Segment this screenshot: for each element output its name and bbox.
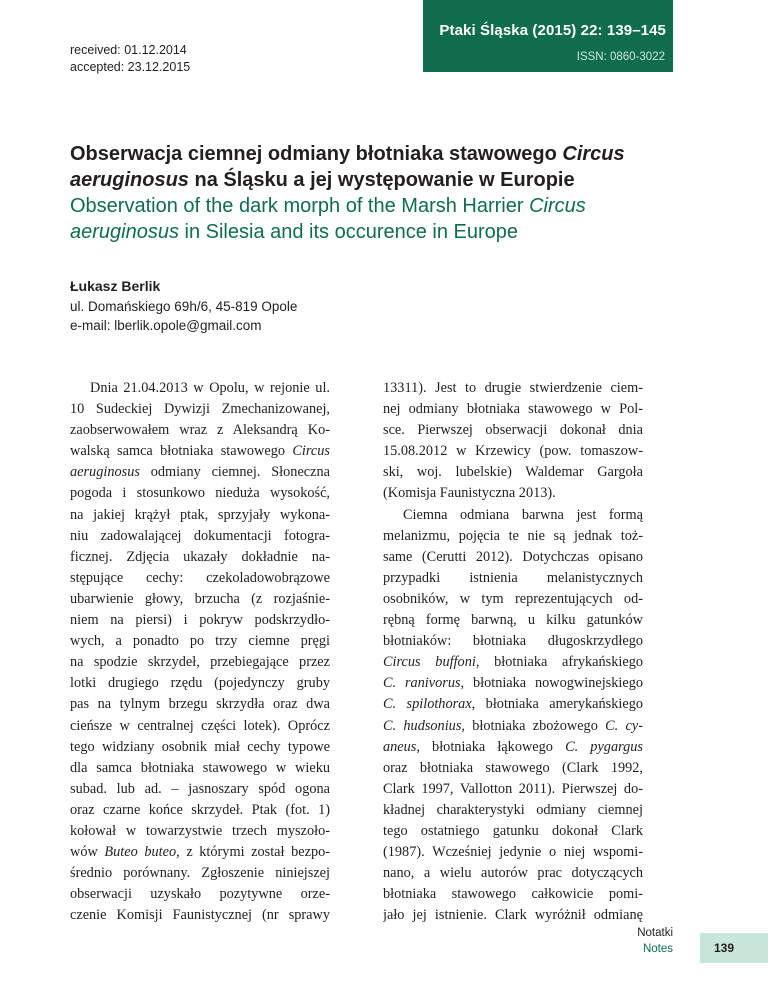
italic-text: C. cy- — [605, 717, 643, 734]
section-label — [637, 925, 673, 957]
text-run: wów — [70, 844, 105, 861]
text-line — [383, 821, 643, 842]
text-line — [70, 610, 330, 631]
text-run: przypadki istnienia melanistycznych — [383, 569, 643, 586]
text-run: , z którymi został bezpo- — [176, 844, 330, 861]
text-run: obserwacji uzyskało pozytywne orze- — [70, 886, 330, 903]
text-run: nej odmiany błotniaka stawowego w Pol- — [383, 401, 643, 418]
text-run: stępujące cechy: czekoladowobrązowe — [70, 569, 330, 586]
text-run: Dnia 21.04.2013 w Opolu, w rejonie ul. — [90, 380, 330, 396]
text-line — [70, 589, 330, 610]
italic-text: C. spilothorax — [383, 696, 472, 713]
text-line — [383, 462, 643, 483]
text-line — [70, 800, 330, 821]
text-run: pogoda i stosunkowo nieduża wysokość, — [70, 485, 330, 502]
accepted-date: accepted: 23.12.2015 — [70, 60, 191, 74]
text-run: 10 Sudeckiej Dywizji Zmechanizowanej, — [70, 401, 330, 418]
text-line — [383, 737, 643, 758]
text-line — [70, 779, 330, 800]
text-line — [383, 441, 643, 462]
text-line — [70, 842, 330, 863]
title-polish — [70, 141, 660, 193]
text-line — [383, 526, 643, 547]
text-run: rębną formę barwną, u kilku gatunków — [383, 612, 643, 629]
text-line — [383, 378, 643, 399]
text-run: Obserwacja ciemnej odmiany błotniaka stawowego — [70, 143, 563, 165]
text-line — [383, 547, 643, 568]
italic-text: Circus — [562, 143, 625, 165]
text-line — [383, 505, 643, 526]
text-line — [70, 694, 330, 715]
text-run: Observation of the dark morph of the Marsh Harrier — [70, 195, 530, 217]
text-run: 15.08.2012 w Krzewicy (pow. tomaszow- — [383, 443, 643, 460]
text-line — [70, 483, 330, 504]
text-run: sce. Pierwszej obserwacji dokonał dnia — [383, 422, 643, 439]
text-line — [70, 378, 330, 399]
text-run: , błotniaka afrykańskiego — [475, 654, 643, 671]
italic-text: Circus buffoni — [383, 654, 476, 671]
text-run: same (Cerutti 2012). Dotychczas opisano — [383, 548, 643, 565]
text-line — [70, 905, 330, 926]
text-run: osobników, w tym reprezentujących od- — [383, 590, 643, 607]
text-line — [70, 673, 330, 694]
text-line — [383, 905, 643, 926]
title-line — [70, 219, 660, 245]
author-address: ul. Domańskiego 69h/6, 45-819 Opole — [70, 299, 298, 314]
text-line — [70, 716, 330, 737]
text-run: melanizmu, pojęcia te nie są jednak toż- — [383, 527, 643, 544]
text-line — [383, 420, 643, 441]
text-line — [383, 673, 643, 694]
text-line — [70, 505, 330, 526]
text-line — [70, 758, 330, 779]
text-line — [70, 884, 330, 905]
text-run: niem na piersi) i pokryw podskrzydło- — [70, 612, 330, 629]
italic-text: aeruginosus — [70, 169, 189, 191]
text-line — [383, 399, 643, 420]
text-run: na jakiej krążył ptak, sprzyjały wykona- — [70, 506, 330, 523]
title-line — [70, 167, 660, 193]
text-line — [383, 842, 643, 863]
text-run: wych, a ponadto po trzy ciemne pręgi — [70, 633, 330, 650]
text-run: ficznej. Zdjęcia ukazały dokładnie na- — [70, 548, 330, 565]
text-line — [383, 568, 643, 589]
text-run: na Śląsku a jej występowanie w Europie — [188, 169, 575, 191]
text-run: pas na tylnym brzegu skrzydła oraz dwa — [70, 696, 330, 713]
title-line — [70, 141, 660, 167]
received-date: received: 01.12.2014 — [70, 43, 187, 57]
text-run: cieńsze w centralnej części lotek). Oprócz — [70, 717, 330, 734]
text-run: walską samca błotniaka stawowego — [70, 443, 293, 460]
text-run: odmiany ciemnej. Słoneczna — [139, 464, 330, 481]
text-run: ubarwienie głowy, brzucha (z rozjaśnie- — [70, 590, 330, 607]
italic-text: aeruginosus — [70, 464, 140, 481]
text-run: niu zadowalającej dokumentacji fotogra- — [70, 527, 330, 544]
text-run: nano, a wielu autorów prac dotyczących — [383, 865, 643, 882]
text-line — [70, 568, 330, 589]
text-run: czenie Komisji Faunistycznej (nr sprawy — [70, 907, 330, 924]
issn: ISSN: 0860-3022 — [576, 51, 665, 63]
author-block — [70, 275, 297, 335]
author-email: e-mail: lberlik.opole@gmail.com — [70, 318, 262, 333]
text-run: in Silesia and its occurence in Europe — [178, 221, 519, 243]
italic-text: Buteo buteo — [104, 844, 177, 861]
text-line — [383, 483, 643, 504]
text-line — [70, 441, 330, 462]
text-line — [383, 652, 643, 673]
body-column-left — [70, 378, 330, 926]
text-line — [383, 694, 643, 715]
text-line — [70, 821, 330, 842]
section-label-english: Notes — [642, 943, 673, 955]
text-run: subad. lub ad. – jasnoszary spód ogona — [70, 780, 330, 797]
text-run: zaobserwowałem wraz z Aleksandrą Ko- — [70, 422, 330, 439]
text-run: Clark 1997, Vallotton 2011). Pierwszej do- — [383, 780, 643, 797]
italic-text: C. ranivorus — [383, 675, 461, 692]
journal-header-box — [423, 0, 673, 72]
text-run: Ciemna odmiana barwna jest formą — [403, 506, 643, 523]
text-run: ski, woj. lubelskie) Waldemar Gargoła — [383, 464, 643, 481]
text-run: kołował w towarzystwie trzech myszoło- — [70, 822, 330, 839]
body-column-right — [383, 378, 643, 926]
text-run: (Komisja Faunistyczna 2013). — [383, 485, 556, 502]
text-run: oraz błotniaka stawowego (Clark 1992, — [383, 759, 643, 776]
text-line — [383, 779, 643, 800]
text-run: , błotniaka nowogwinejskiego — [460, 675, 643, 692]
text-line — [70, 631, 330, 652]
text-line — [383, 758, 643, 779]
text-run: tego widziany osobnik miał cechy typowe — [70, 738, 330, 755]
title-english — [70, 193, 660, 245]
text-run: 13311). Jest to drugie stwierdzenie ciem- — [383, 380, 643, 396]
text-line — [70, 547, 330, 568]
text-run: oraz czarne końce skrzydeł. Ptak (fot. 1) — [70, 801, 330, 818]
text-line — [383, 589, 643, 610]
italic-text: C. hudsonius — [383, 717, 462, 734]
text-run: lotki drugiego rzędu (pojedynczy gruby — [70, 675, 330, 692]
text-run: błotniaków: błotniaka długoskrzydłego — [383, 633, 643, 650]
text-run: tego ostatniego gatunku dokonał Clark — [383, 822, 643, 839]
text-run: dla samca błotniaka stawowego w wieku — [70, 759, 330, 776]
italic-text: aeruginosus — [70, 221, 179, 243]
author-name: Łukasz Berlik — [70, 278, 161, 294]
title-line — [70, 193, 660, 219]
text-run: jało jej istnienie. Clark wyróżnił odmianę — [383, 907, 643, 924]
page-number: 139 — [700, 933, 768, 963]
text-line — [383, 863, 643, 884]
text-line — [70, 526, 330, 547]
text-line — [383, 884, 643, 905]
text-run: (1987). Wcześniej jedynie o niej wspomi- — [383, 844, 643, 861]
section-label-polish: Notatki — [637, 927, 673, 939]
italic-text: Circus — [292, 443, 330, 460]
text-line — [70, 462, 330, 483]
text-line — [70, 652, 330, 673]
title-block — [70, 141, 660, 245]
text-run: średnio porównany. Zgłoszenie niniejszej — [70, 865, 330, 882]
text-line — [383, 610, 643, 631]
text-run: , błotniaka zbożowego — [461, 717, 606, 734]
text-run: , błotniaka amerykańskiego — [471, 696, 643, 713]
article-dates — [70, 42, 190, 76]
text-line — [70, 863, 330, 884]
text-run: błotniaka stawowego całkowicie pomi- — [383, 886, 643, 903]
text-line — [383, 800, 643, 821]
italic-text: C. pygargus — [565, 738, 643, 755]
text-run: kładnej charakterystyki odmiany ciemnej — [383, 801, 643, 818]
text-line — [383, 631, 643, 652]
text-line — [70, 420, 330, 441]
journal-citation: Ptaki Śląska (2015) 22: 139–145 — [439, 22, 666, 39]
text-line — [383, 716, 643, 737]
italic-text: Circus — [529, 195, 586, 217]
text-line — [70, 399, 330, 420]
italic-text: aneus — [383, 738, 417, 755]
text-line — [70, 737, 330, 758]
text-run: , błotniaka łąkowego — [416, 738, 566, 755]
text-run: na spodzie skrzydeł, przebiegające przez — [70, 654, 330, 671]
